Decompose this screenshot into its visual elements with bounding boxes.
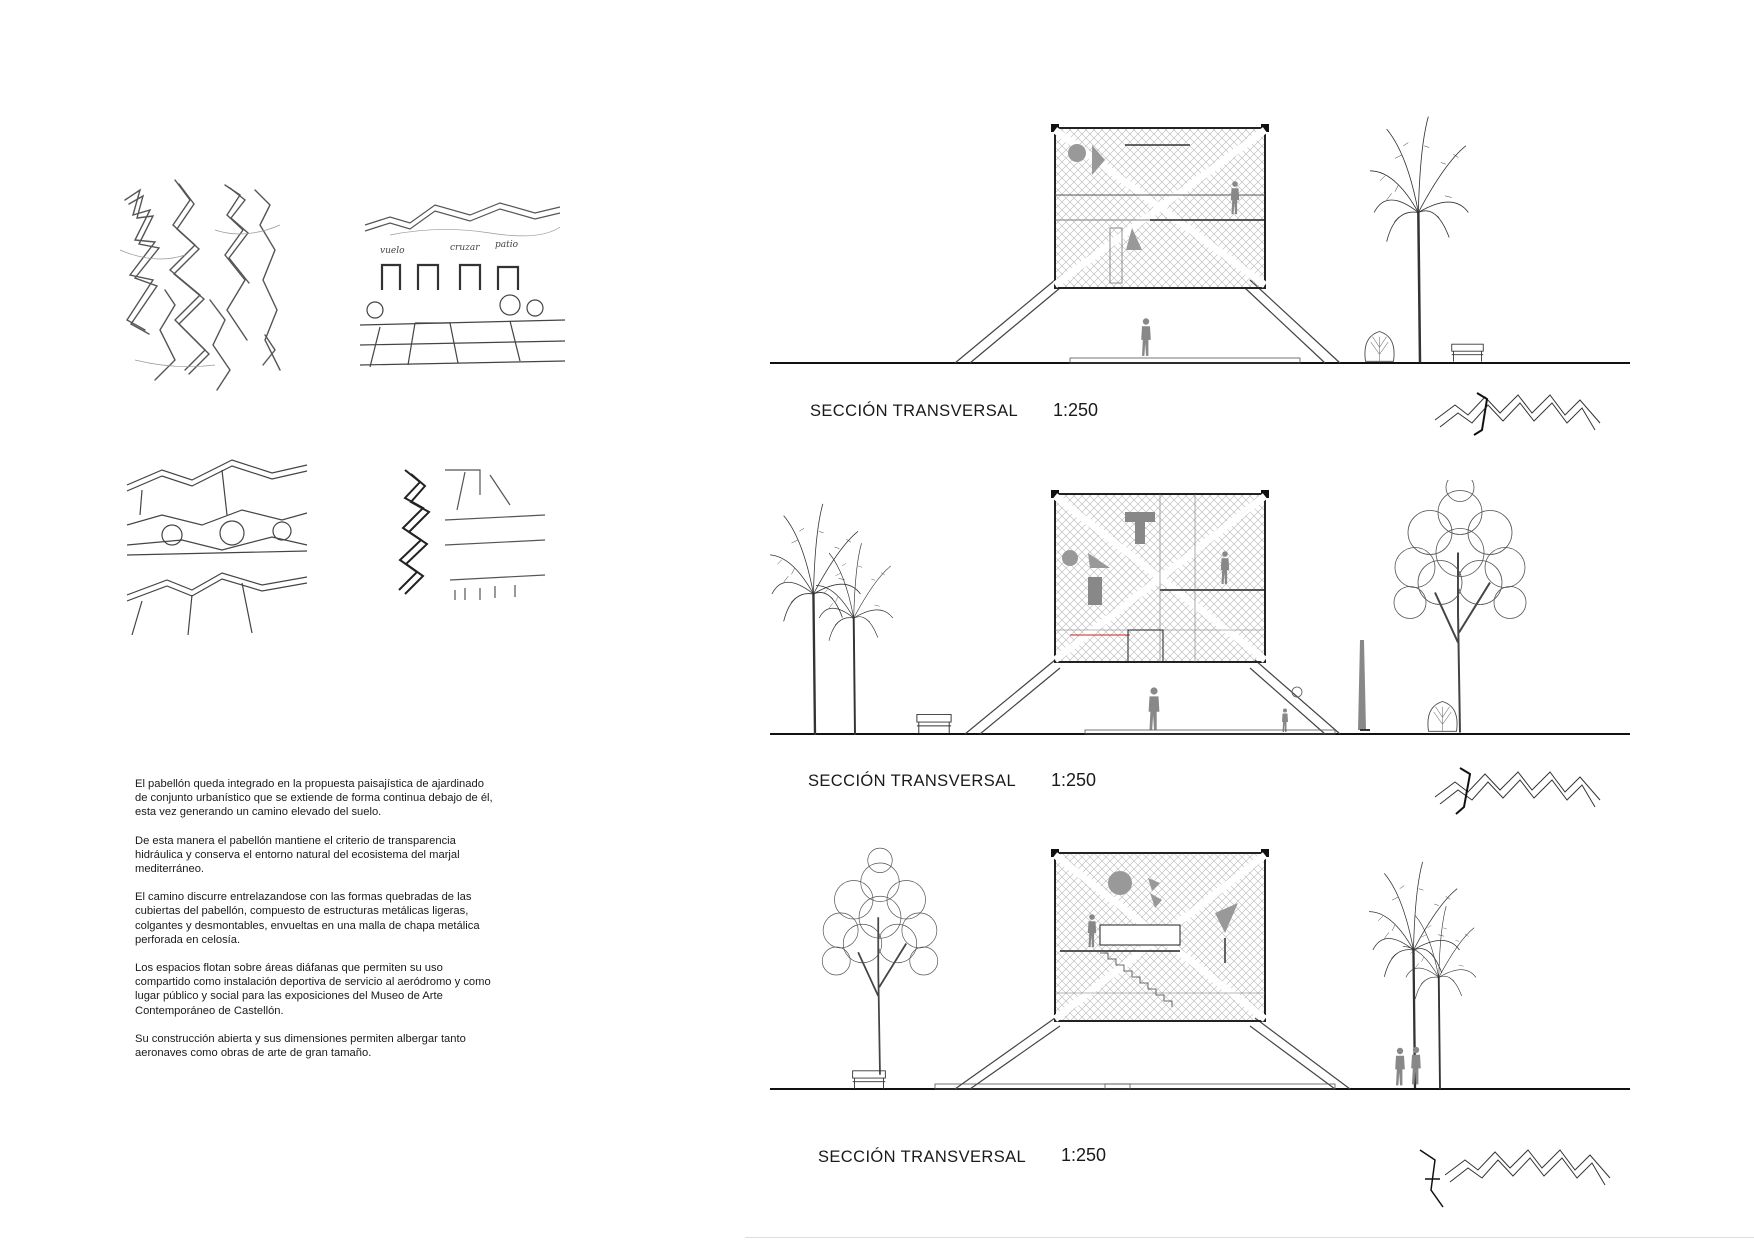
section-drawing-2: [770, 480, 1640, 740]
sketch-label-vuelo: vuelo: [380, 246, 405, 256]
art-piece-circle: [1068, 144, 1086, 162]
section-scale-2: 1:250: [1051, 770, 1097, 790]
section-drawing-3: [770, 833, 1640, 1093]
sketch-label-patio: patio: [495, 240, 519, 250]
section-cut-marker: [1456, 768, 1470, 814]
sketch-zigzag-details: [385, 460, 550, 620]
description-paragraph: El camino discurre entrelazandose con las formas quebradas de las cubiertas del pabellón, compuesto de estructuras metálicas ligeras, colgantes y desmontables, envueltas en una malla de chapa metálica perforada en celosía.: [135, 891, 480, 946]
sketch-elevation-studies: [360, 195, 565, 385]
sketch-section-studies: [122, 455, 312, 640]
key-plan-1: [1430, 385, 1610, 445]
sheet-bottom-rule: [745, 1237, 1754, 1238]
key-plan-2: [1430, 762, 1610, 822]
description-paragraph: Su construcción abierta y sus dimensiones permiten albergar tanto aeronaves como obras de arte de gran tamaño.: [135, 1032, 466, 1060]
project-description: [135, 777, 495, 1074]
section-drawing-1: [770, 110, 1640, 370]
description-paragraph: El pabellón queda integrado en la propuesta paisajística de ajardinado de conjunto urbanístico que se extiende de forma continua debajo de él, esta vez generando un camino elevado del suelo.: [135, 778, 493, 819]
section-title-2: SECCIÓN TRANSVERSAL: [808, 772, 1017, 790]
section-title-1: SECCIÓN TRANSVERSAL: [810, 402, 1019, 420]
description-paragraph: De esta manera el pabellón mantiene el criterio de transparencia hidráulica y conserva el entorno natural del ecosistema del marjal mediterráneo.: [135, 834, 460, 876]
sketch-zigzag-plan: [115, 170, 285, 395]
support-strut: [955, 280, 1055, 363]
section-scale-3: 1:250: [1061, 1145, 1107, 1165]
section-title-3: SECCIÓN TRANSVERSAL: [818, 1148, 1027, 1166]
key-plan-3: [1415, 1135, 1615, 1215]
section-scale-1: 1:250: [1053, 400, 1099, 420]
description-paragraph: Los espacios flotan sobre áreas diáfanas que permiten su uso compartido como instalación deportiva de servicio al aeródromo y como lugar público y social para las exposiciones del Museo de Arte Contemporáneo de Castellón.: [135, 962, 491, 1017]
sketch-label-cruzar: cruzar: [450, 243, 480, 253]
